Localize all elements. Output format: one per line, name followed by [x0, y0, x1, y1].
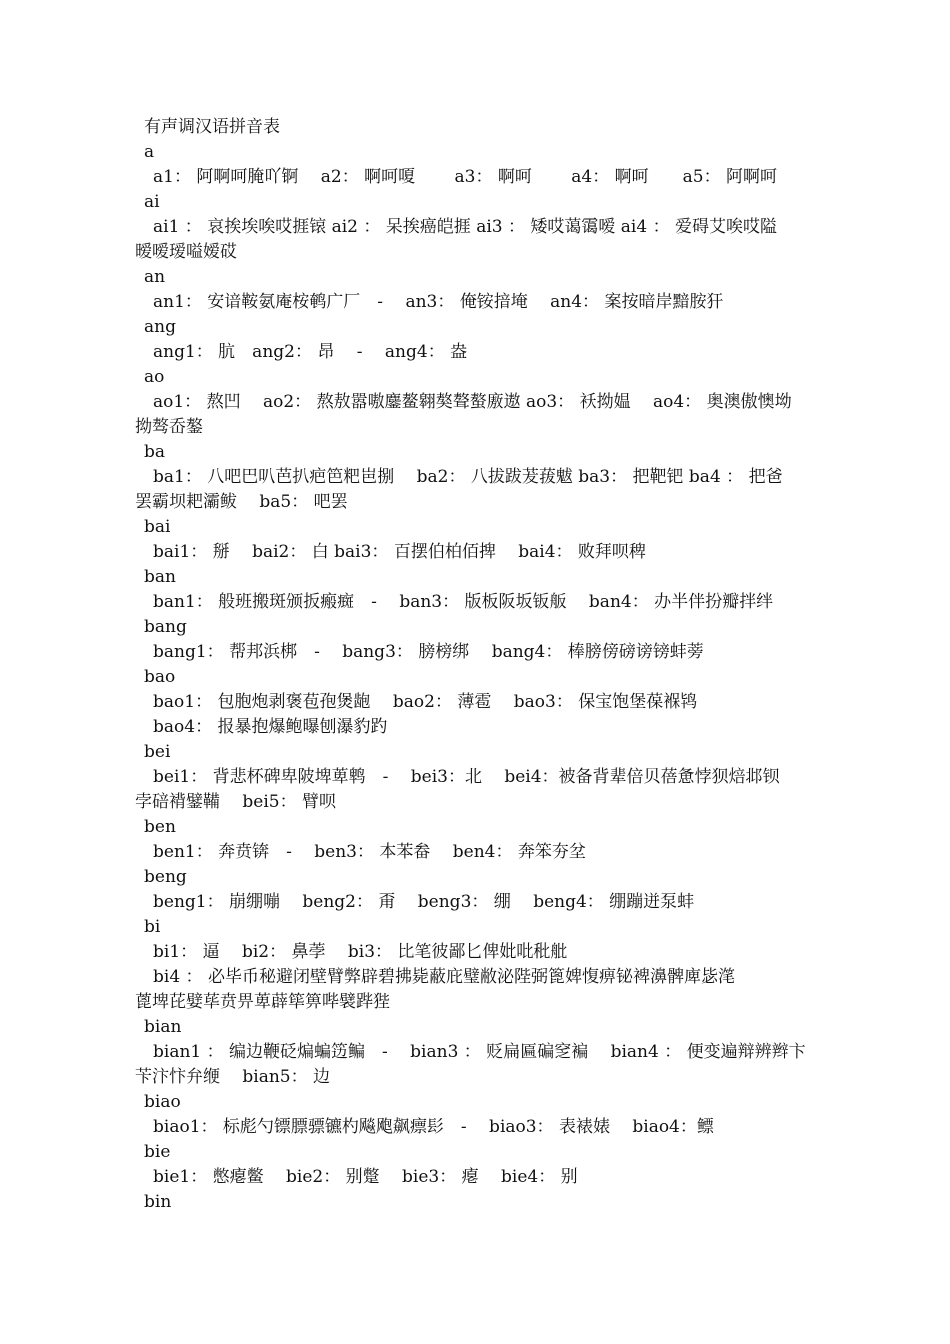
tone-entry-line: bai1： 掰 bai2： 白 bai3： 百摆伯柏佰捭 bai4： 败拜呗稗 — [153, 542, 646, 562]
pinyin-syllable-heading: bian — [144, 1017, 182, 1037]
tone-entry-line: bao1： 包胞炮剥褒苞孢煲龅 bao2： 薄雹 bao3： 保宝饱堡葆褓鸨 — [153, 692, 698, 712]
tone-entry-line: bi1： 逼 bi2： 鼻荸 bi3： 比笔彼鄙匕俾妣吡秕舭 — [153, 942, 568, 962]
pinyin-syllable-heading: beng — [144, 867, 187, 887]
tone-entry-continuation: 拗骜岙鏊 — [135, 417, 203, 437]
pinyin-syllable-heading: ben — [144, 817, 176, 837]
tone-entry-line: ang1： 肮 ang2： 昂 - ang4： 盎 — [153, 342, 468, 362]
tone-entry-line: ban1： 般班搬斑颁扳瘢癍 - ban3： 版板阪坂钣舨 ban4： 办半伴扮瓣拌绊 — [153, 592, 774, 612]
tone-entry-line: ben1： 奔贲锛 - ben3： 本苯畚 ben4： 奔笨夯坌 — [153, 842, 586, 862]
tone-entry-line: a1： 阿啊呵腌吖锕 a2： 啊呵嗄 a3： 啊呵 a4： 啊呵 a5： 阿啊呵 — [153, 167, 777, 187]
tone-entry-line: bang1： 帮邦浜梆 - bang3： 膀榜绑 bang4： 棒膀傍磅谤镑蚌蒡 — [153, 642, 704, 662]
page-title: 有声调汉语拼音表 — [144, 117, 280, 137]
pinyin-syllable-heading: bin — [144, 1192, 172, 1212]
tone-entry-continuation: 暧嗳瑷嗌嫒砹 — [135, 242, 237, 262]
pinyin-table — [135, 115, 812, 1215]
tone-entry-continuation: 罢霸坝耙灞鲅 ba5： 吧罢 — [135, 492, 348, 512]
pinyin-syllable-heading: a — [144, 142, 155, 162]
tone-entry-line: beng1： 崩绷嘣 beng2： 甭 beng3： 绷 beng4： 绷蹦迸泵蚌 — [153, 892, 695, 912]
tone-entry-line: bi4 ： 必毕币秘避闭壁臂弊辟碧拂毙蔽庇璧敝泌陛弼篦婢愎痹铋裨濞髀庳毖滗 — [153, 967, 735, 987]
tone-entry-line: ba1： 八吧巴叭芭扒疤笆粑岜捌 ba2： 八拔跋茇菝魃 ba3： 把靶钯 ba4 ： 把爸 — [153, 467, 783, 487]
pinyin-syllable-heading: bao — [144, 667, 176, 687]
tone-entry-continuation: 孛碚褙鐾鞴 bei5： 臂呗 — [135, 792, 337, 812]
tone-entry-line: bei1： 背悲杯碑卑陂埤萆鹎 - bei3：北 bei4：被备背辈倍贝蓓惫悖狈焙邶钡 — [153, 767, 780, 787]
pinyin-syllable-heading: bei — [144, 742, 171, 762]
pinyin-syllable-heading: ai — [144, 192, 160, 212]
tone-entry-line: an1： 安谙鞍氨庵桉鹌广厂 - an3： 俺铵揞埯 an4： 案按暗岸黯胺犴 — [153, 292, 724, 312]
pinyin-syllable-heading: biao — [144, 1092, 181, 1112]
pinyin-syllable-heading: ang — [144, 317, 176, 337]
tone-entry-line: biao1： 标彪勺镖膘骠镳杓飚飑飙瘭髟 - biao3： 表裱婊 biao4：鳔 — [153, 1117, 714, 1137]
tone-entry-continuation: 苄汴忭弁缏 bian5： 边 — [135, 1067, 331, 1087]
pinyin-syllable-heading: ao — [144, 367, 165, 387]
tone-entry-line: ao1： 熬凹 ao2： 熬敖嚣嗷鏖鳌翱獒聱螯廒遨 ao3： 袄拗媪 ao4： 奥澳傲懊坳 — [153, 392, 792, 412]
pinyin-syllable-heading: an — [144, 267, 166, 287]
tone-entry-line: bao4： 报暴抱爆鲍曝刨瀑豹趵 — [153, 717, 388, 737]
pinyin-syllable-heading: ba — [144, 442, 166, 462]
tone-entry-continuation: 蓖埤芘嬖荜贲畀萆薜筚箅哔襞跸狴 — [135, 992, 390, 1012]
pinyin-syllable-heading: bang — [144, 617, 187, 637]
pinyin-syllable-heading: ban — [144, 567, 176, 587]
pinyin-syllable-heading: bie — [144, 1142, 171, 1162]
tone-entry-line: bie1： 憋瘪鳖 bie2： 别蹩 bie3： 瘪 bie4： 别 — [153, 1167, 578, 1187]
pinyin-syllable-heading: bai — [144, 517, 171, 537]
pinyin-syllable-heading: bi — [144, 917, 161, 937]
tone-entry-line: ai1 ： 哀挨埃唉哎捱锿 ai2 ： 呆挨癌皑捱 ai3 ： 矮哎蔼霭嗳 ai4 ： 爱碍艾唉哎隘 — [153, 217, 777, 237]
tone-entry-line: bian1 ： 编边鞭砭煸蝙笾鳊 - bian3 ： 贬扁匾碥窆褊 bian4 ： 便变遍辩辨辫卞 — [153, 1042, 806, 1062]
